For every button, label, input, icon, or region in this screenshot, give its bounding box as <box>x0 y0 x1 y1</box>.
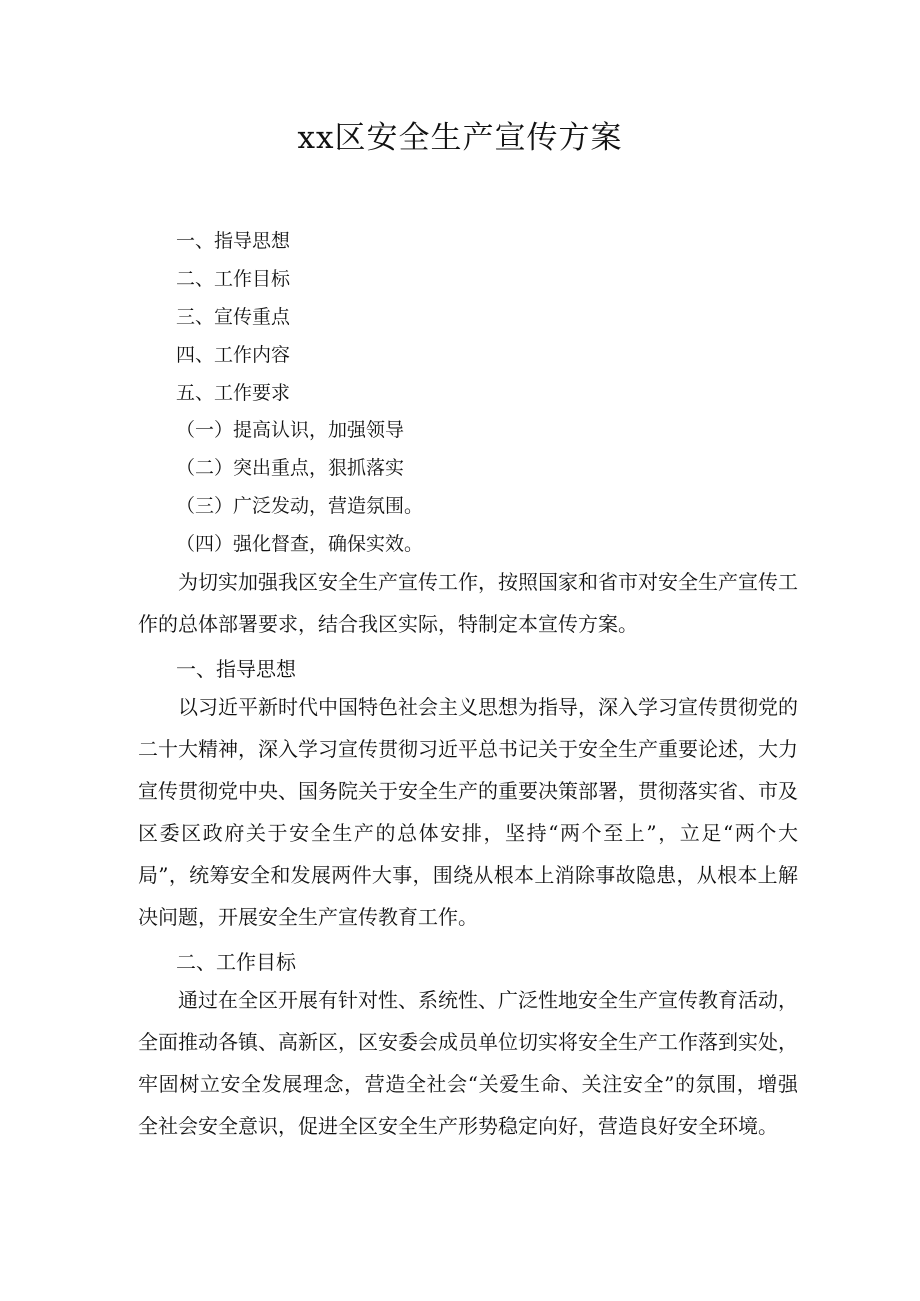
outline-item: 一、指导思想 <box>176 230 291 252</box>
outline-subitem: （三）广泛发动，营造氛围。 <box>176 495 424 517</box>
document-title: xx区安全生产宣传方案 <box>297 120 623 156</box>
section-heading-work-goals: 二、工作目标 <box>176 950 296 974</box>
outline-subitem: （四）强化督查，确保实效。 <box>176 533 424 555</box>
outline-subitem: （一）提高认识，加强领导 <box>176 419 405 441</box>
outline-item: 三、宣传重点 <box>176 306 291 328</box>
section-heading-guiding-ideology: 一、指导思想 <box>176 657 296 681</box>
outline-subitem: （二）突出重点，狠抓落实 <box>176 457 405 479</box>
outline-item: 四、工作内容 <box>176 344 291 366</box>
section-body-work-goals: 通过在全区开展有针对性、系统性、广泛性地安全生产宣传教育活动，全面推动各镇、高新区，区安委会成员单位切实将安全生产工作落到实处，牢固树立安全发展理念，营造全社会“关爱生命、关注安全”的氛围，增强全社会安全意识，促进全区安全生产形势稳定向好，营造良好安全环境。 <box>138 988 798 1138</box>
outline-item: 二、工作目标 <box>176 268 291 290</box>
section-body-guiding-ideology: 以习近平新时代中国特色社会主义思想为指导，深入学习宣传贯彻党的二十大精神，深入学习宣传贯彻习近平总书记关于安全生产重要论述，大力宣传贯彻党中央、国务院关于安全生产的重要决策部署，贯彻落实省、市及区委区政府关于安全生产的总体安排，坚持“两个至上”，立足“两个大局”，统筹安全和发展两件大事，围绕从根本上消除事故隐患，从根本上解决问题，开展安全生产宣传教育工作。 <box>138 695 798 929</box>
outline-item: 五、工作要求 <box>176 382 291 404</box>
intro-paragraph: 为切实加强我区安全生产宣传工作，按照国家和省市对安全生产宣传工作的总体部署要求，结合我区实际，特制定本宣传方案。 <box>138 570 798 636</box>
